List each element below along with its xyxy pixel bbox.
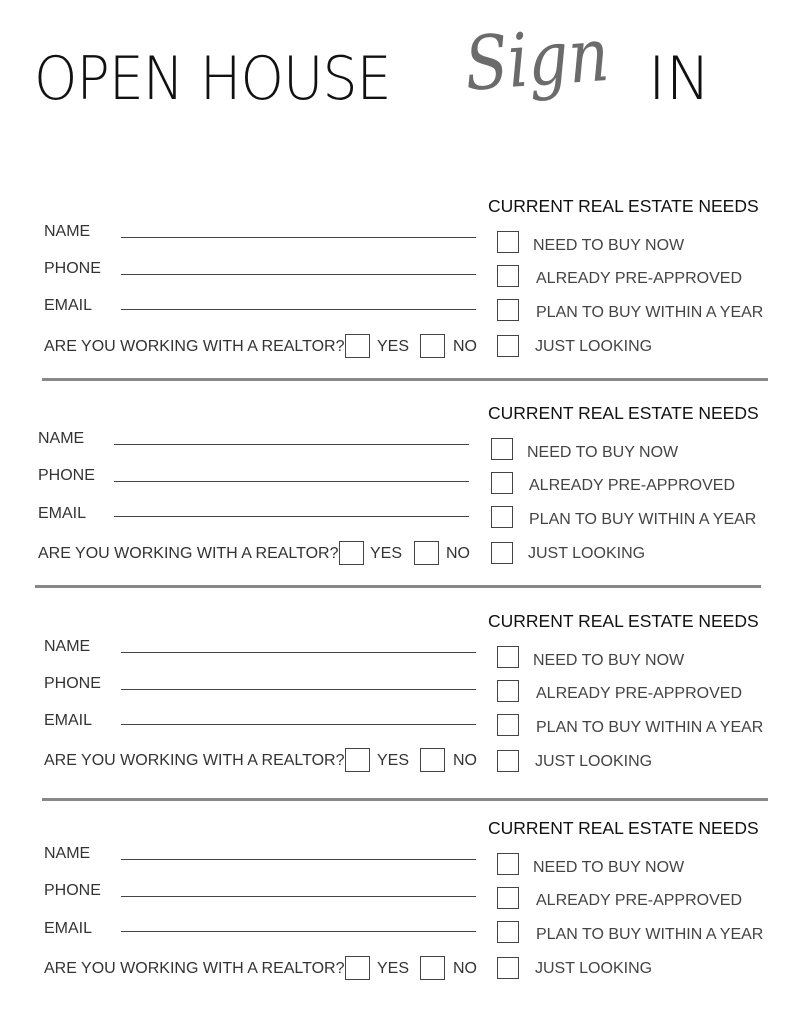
- email-label: EMAIL: [44, 297, 93, 314]
- phone-label: PHONE: [44, 882, 101, 899]
- pre-approved-label: ALREADY PRE-APPROVED: [536, 270, 742, 287]
- need-buy-now-checkbox[interactable]: [497, 646, 519, 668]
- just-looking-label: JUST LOOKING: [528, 545, 646, 562]
- just-looking-checkbox[interactable]: [497, 750, 519, 772]
- buy-within-year-label: PLAN TO BUY WITHIN A YEAR: [529, 511, 757, 528]
- no-label: NO: [453, 338, 477, 355]
- buy-within-year-label: PLAN TO BUY WITHIN A YEAR: [536, 304, 764, 321]
- email-field[interactable]: [121, 931, 476, 932]
- section-divider: [42, 378, 768, 381]
- buy-within-year-checkbox[interactable]: [497, 299, 519, 321]
- pre-approved-label: ALREADY PRE-APPROVED: [536, 685, 742, 702]
- needs-title: CURRENT REAL ESTATE NEEDS: [488, 196, 759, 216]
- phone-field[interactable]: [121, 274, 476, 275]
- need-buy-now-checkbox[interactable]: [497, 853, 519, 875]
- pre-approved-checkbox[interactable]: [497, 265, 519, 287]
- buy-within-year-checkbox[interactable]: [497, 921, 519, 943]
- realtor-question: ARE YOU WORKING WITH A REALTOR?: [44, 752, 345, 769]
- email-field[interactable]: [114, 516, 469, 517]
- pre-approved-checkbox[interactable]: [491, 472, 513, 494]
- title-sign-script: Sign: [462, 11, 612, 108]
- email-label: EMAIL: [44, 920, 93, 937]
- phone-label: PHONE: [44, 260, 101, 277]
- no-checkbox[interactable]: [420, 748, 445, 772]
- name-label: NAME: [44, 638, 91, 655]
- yes-checkbox[interactable]: [339, 541, 364, 565]
- just-looking-checkbox[interactable]: [491, 542, 513, 564]
- needs-title: CURRENT REAL ESTATE NEEDS: [488, 818, 759, 838]
- name-field[interactable]: [121, 859, 476, 860]
- needs-title: CURRENT REAL ESTATE NEEDS: [488, 403, 759, 423]
- realtor-question: ARE YOU WORKING WITH A REALTOR?: [44, 960, 345, 977]
- need-buy-now-checkbox[interactable]: [491, 438, 513, 460]
- yes-checkbox[interactable]: [345, 748, 370, 772]
- name-label: NAME: [38, 430, 85, 447]
- no-checkbox[interactable]: [420, 334, 445, 358]
- need-buy-now-label: NEED TO BUY NOW: [533, 859, 685, 876]
- yes-checkbox[interactable]: [345, 334, 370, 358]
- yes-label: YES: [370, 545, 403, 562]
- need-buy-now-label: NEED TO BUY NOW: [533, 652, 685, 669]
- need-buy-now-checkbox[interactable]: [497, 231, 519, 253]
- pre-approved-checkbox[interactable]: [497, 680, 519, 702]
- no-checkbox[interactable]: [414, 541, 439, 565]
- buy-within-year-checkbox[interactable]: [491, 506, 513, 528]
- buy-within-year-label: PLAN TO BUY WITHIN A YEAR: [536, 719, 764, 736]
- phone-label: PHONE: [44, 675, 101, 692]
- no-checkbox[interactable]: [420, 956, 445, 980]
- no-label: NO: [446, 545, 470, 562]
- phone-label: PHONE: [38, 467, 95, 484]
- realtor-question: ARE YOU WORKING WITH A REALTOR?: [38, 545, 339, 562]
- name-field[interactable]: [114, 444, 469, 445]
- yes-label: YES: [377, 752, 410, 769]
- phone-field[interactable]: [121, 896, 476, 897]
- realtor-question: ARE YOU WORKING WITH A REALTOR?: [44, 338, 345, 355]
- name-field[interactable]: [121, 652, 476, 653]
- name-field[interactable]: [121, 237, 476, 238]
- title-open-house: OPEN HOUSE: [34, 44, 391, 114]
- title-in: IN: [648, 44, 711, 114]
- pre-approved-label: ALREADY PRE-APPROVED: [536, 892, 742, 909]
- name-label: NAME: [44, 223, 91, 240]
- phone-field[interactable]: [121, 689, 476, 690]
- section-divider: [42, 798, 768, 801]
- email-label: EMAIL: [44, 712, 93, 729]
- just-looking-label: JUST LOOKING: [535, 338, 653, 355]
- needs-title: CURRENT REAL ESTATE NEEDS: [488, 611, 759, 631]
- just-looking-label: JUST LOOKING: [535, 960, 653, 977]
- pre-approved-label: ALREADY PRE-APPROVED: [529, 477, 735, 494]
- buy-within-year-label: PLAN TO BUY WITHIN A YEAR: [536, 926, 764, 943]
- email-field[interactable]: [121, 724, 476, 725]
- yes-checkbox[interactable]: [345, 956, 370, 980]
- need-buy-now-label: NEED TO BUY NOW: [533, 237, 685, 254]
- pre-approved-checkbox[interactable]: [497, 887, 519, 909]
- just-looking-checkbox[interactable]: [497, 335, 519, 357]
- yes-label: YES: [377, 960, 410, 977]
- need-buy-now-label: NEED TO BUY NOW: [527, 444, 679, 461]
- name-label: NAME: [44, 845, 91, 862]
- yes-label: YES: [377, 338, 410, 355]
- no-label: NO: [453, 960, 477, 977]
- email-label: EMAIL: [38, 505, 87, 522]
- no-label: NO: [453, 752, 477, 769]
- email-field[interactable]: [121, 309, 476, 310]
- just-looking-label: JUST LOOKING: [535, 753, 653, 770]
- just-looking-checkbox[interactable]: [497, 957, 519, 979]
- phone-field[interactable]: [114, 481, 469, 482]
- buy-within-year-checkbox[interactable]: [497, 714, 519, 736]
- section-divider: [35, 585, 761, 588]
